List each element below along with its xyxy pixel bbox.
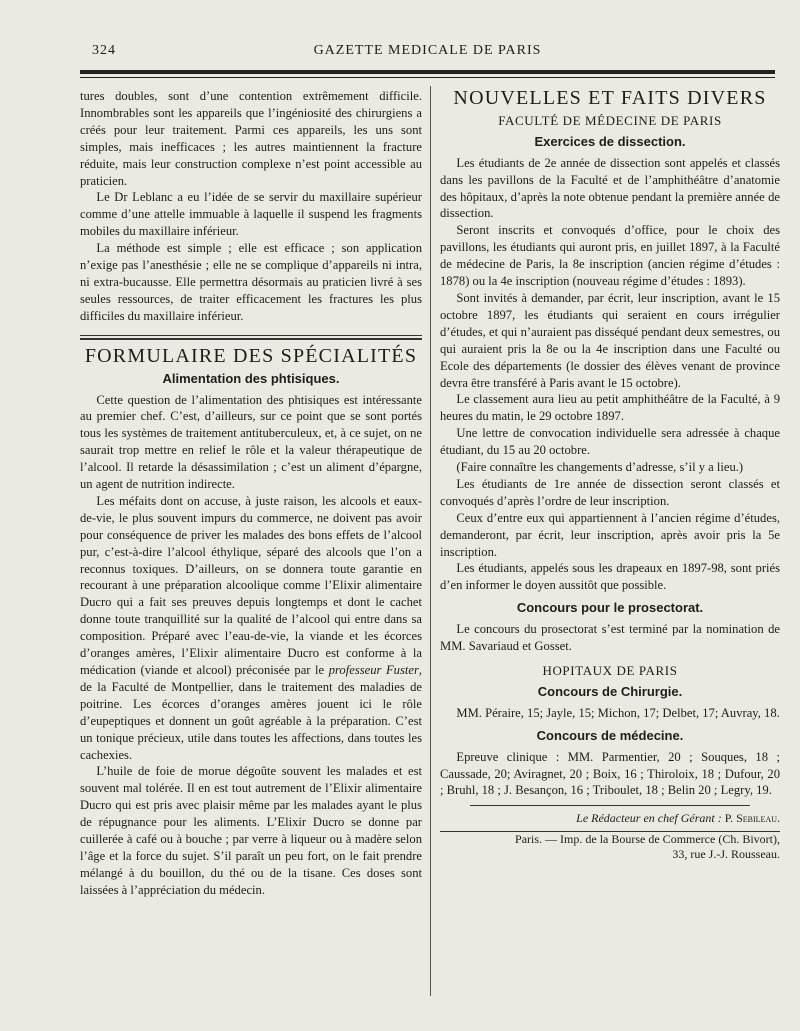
left-column [80,88,422,899]
left-paragraph-1: tures doubles, sont d’une contention extrêmement difficile. Innombrables sont les appareils que l’ingéniosité des chirurgiens a créés pour leur traitement. Parmi ces appareils, les uns sont simples, mais inefficaces ; les autres maintiennent la fracture réduite, mais leur construction complexe n’est point accessible au praticien. [80,89,422,188]
right-paragraph-3: Sont invités à demander, par écrit, leur inscription, avant le 15 octobre 1897, les étudiants qui seraient en cours irrégulier d’études, et qui n’auraient pas disséqué pendant deux semestres, ou qui auraient pris la 8e ou la 4e inscription dans une Faculté ou Ecole des départements (le dossier des élèves venant de province devra être transféré à Paris avant le 15 octobre). [440,290,780,390]
journal-title: GAZETTE MEDICALE DE PARIS [313,43,542,58]
left-p5-emphasis: professeur Fuster [328,663,419,677]
left-p5-part1: Les méfaits dont on accuse, à juste raison, les alcools et eaux-de-vie, le plus souvent impurs du commerce, ne doivent pas avoir pour conséquence de priver les malades des bons effets de l’alcool pur, c’est-à-dire l’alcool éthylique, séparé des alcools que l’on a reconnus toxiques. D’ailleurs, on se donnera toute garantie en recourant à une préparation alcoolique comme l’Elixir alimentaire Ducro qui a fait ses preuves depuis longtemps et dont le cachet donne toute tranquillité sur la qualité de l’alcool qui entre dans sa composition. Préparé avec l’eau-de-vie, la viande et les écorces d’oranges amères, l’Elixir alimentaire Ducro est conforme à la médication (viande et alcool) préconisée par le [80,493,422,677]
left-paragraph-3: La méthode est simple ; elle est efficace ; son application n’exige pas l’anesthésie ; elle ne se complique d’appareils ni intra, ni extra-bucausse. Elle permettra désormais au praticien livré à ses seules ressources, de traiter efficacement les fractures les plus difficiles du maxillaire inférieur. [80,241,422,323]
right-column [440,88,780,862]
faculty-title: FACULTÉ DE MÉDECINE DE PARIS [498,112,722,128]
section-title-nouvelles: NOUVELLES ET FAITS DIVERS [453,87,767,109]
right-paragraph-4: Le classement aura lieu au petit amphithéâtre de la Faculté, à 9 heures du matin, le 29 octobre 1897. [440,392,780,424]
right-paragraph-6: (Faire connaître les changements d’adresse, s’il y a lieu.) [456,460,744,475]
left-p5-part2: , de la Faculté de Montpellier, dans le traitement des maladies de poitrine. Les écorces d’oranges amères jouent ici le rôle d’eupeptiques et donnent un goût agréable à la préparation. C’est un tonique précieux, utile dans toutes les affections, dans toutes les cachexies. [80,663,423,762]
subhead-chirurgie: Concours de Chirurgie. [537,683,683,699]
hospitals-title: HOPITAUX DE PARIS [542,663,678,678]
signature-name: P. Sebileau. [724,811,780,826]
printer-line-1: Paris. — Imp. de la Bourse de Commerce (Ch. Bivort), [515,832,780,847]
right-paragraph-9: Les étudiants, appelés sous les drapeaux en 1897-98, sont priés d’en informer le doyen aussitôt que possible. [440,561,780,593]
subhead-medecine: Concours de médecine. [536,727,684,743]
page-header [80,38,775,64]
editor-signature [440,810,780,827]
column-separator [430,86,431,996]
left-paragraph-5 [80,493,422,764]
right-paragraph-10: Le concours du prosectorat s’est terminé par la nomination de MM. Savariaud et Gosset. [440,622,780,654]
signature-label: Le Rédacteur en chef Gérant : [576,811,725,826]
page-number: 324 [92,43,116,58]
section-title-formulaire: FORMULAIRE DES SPÉCIALITÉS [84,344,418,367]
signature-rule [470,805,750,806]
left-paragraph-2: Le Dr Leblanc a eu l’idée de se servir du maxillaire supérieur comme d’une attelle immuable à laquelle il suspend les fragments mobiles du maxillaire inférieur. [80,190,422,239]
subhead-dissection: Exercices de dissection. [534,133,686,149]
right-paragraph-5: Une lettre de convocation individuelle sera adressée à chaque étudiant, du 15 au 20 octobre. [440,426,780,458]
right-paragraph-1: Les étudiants de 2e année de dissection sont appelés et classés dans les pavillons de la Faculté et de l’amphithéâtre d’anatomie des hôpitaux, d’après la note obtenue pendant la première année de dissection. [440,155,780,221]
header-rule-thin [80,77,775,78]
right-paragraph-7: Les étudiants de 1re année de dissection seront classés et convoqués d’après l’ordre de leur inscription. [440,476,780,508]
right-paragraph-12: Epreuve clinique : MM. Parmentier, 20 ; Souques, 18 ; Caussade, 20; Aviragnet, 20 ; Boix, 16 ; Thiroloix, 18 ; Dufour, 20 ; Bruhl, 18 ; J. Besançon, 16 ; Triboulet, 18 ; Belin 20 ; Legry, 19. [440,749,780,798]
left-paragraph-4: Cette question de l’alimentation des phtisiques est intéressante au premier chef. C’est, d’ailleurs, sur ce point que se sont portés tous les systèmes de traitement antituberculeux, et, à ce sujet, on ne saurait trop mettre en relief le rôle et la valeur thérapeutique de l’alcool. Il retarde la désassimilation ; c’est un aliment d’épargne, un agent de nutrition indirecte. [80,392,422,492]
right-paragraph-8: Ceux d’entre eux qui appartiennent à l’ancien régime d’études, demanderont, par écrit, leur inscription, après avoir pris la 5e inscription. [440,510,780,559]
subhead-alimentation: Alimentation des phtisiques. [162,370,340,386]
header-rule-thick [80,70,775,74]
printer-line-2: 33, rue J.-J. Rousseau. [672,847,780,862]
right-paragraph-11: MM. Péraire, 15; Jayle, 15; Michon, 17; Delbet, 17; Auvray, 18. [456,705,780,720]
right-paragraph-2: Seront inscrits et convoqués d’office, pour le choix des pavillons, les étudiants qui auront pris, en juillet 1897, à la Faculté de médecine de Paris, la 8e inscription (ancien régime d’études : 1878) ou la 4e inscription (nouveau régime d’études : 1893). [440,223,780,289]
left-paragraph-6: L’huile de foie de morue dégoûte souvent les malades et est souvent mal tolérée. Il en est tout autrement de l’Elixir alimentaire Ducro qui est pris avec plaisir même par les malades ayant le plus de répugnance pour les aliments. L’Elixir Ducro se donne par cuillerée à café ou à bouche ; par verre à liqueur ou à madère selon l’âge et la force du sujet. S’il paraît un peu fort, on le fait prendre mélangé à du bouillon, du thé ou de la tisane. Ces doses sont laissées à l’appréciation du médecin. [80,764,422,897]
section-rule [80,335,422,340]
subhead-prosectorat: Concours pour le prosectorat. [516,600,704,616]
